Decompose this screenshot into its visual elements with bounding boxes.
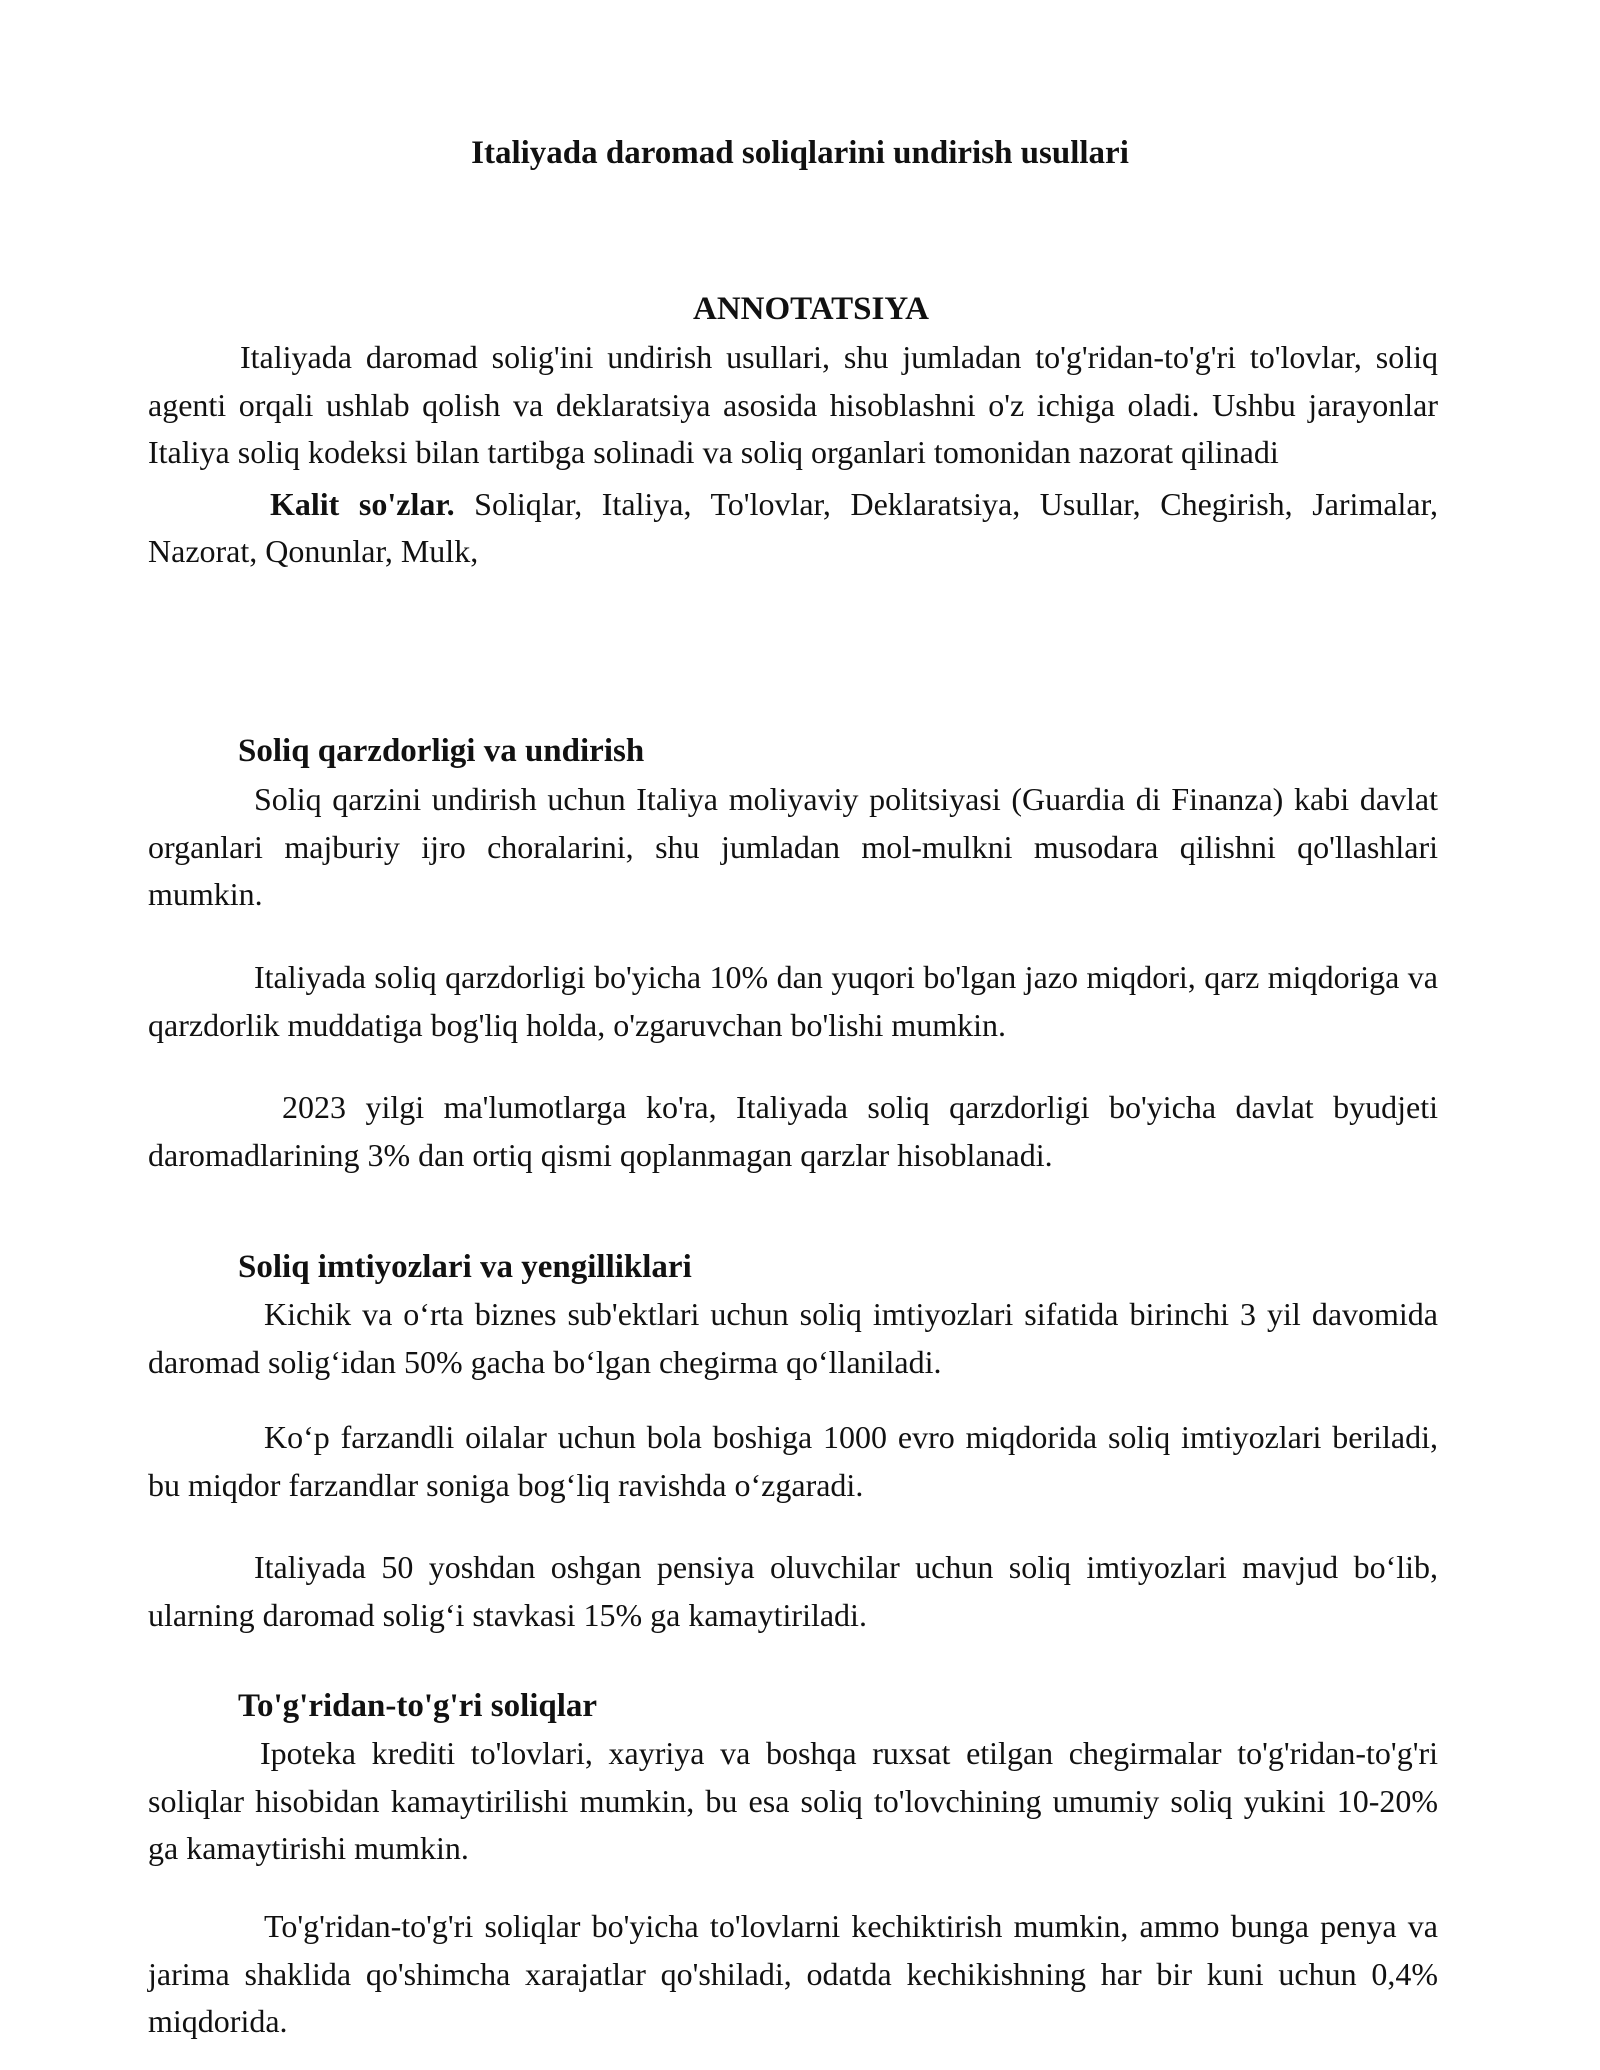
section-benefits-paragraph: [148, 1544, 1438, 1639]
section-debt-paragraph: [148, 776, 1438, 919]
section-heading-direct-taxes: To'g'ridan-to'g'ri soliqlar: [238, 1688, 598, 1724]
keywords-label: Kalit so'zlar.: [270, 485, 455, 522]
section-benefits-paragraph: [148, 1291, 1438, 1386]
section-heading-benefits: Soliq imtiyozlari va yengilliklari: [238, 1249, 692, 1285]
section-paragraph: Ko‘p farzandli oilalar uchun bola boshiga 1000 evro miqdorida soliq imtiyozlari beriladi, bu miqdor farzandlar soniga bog‘liq ravishda o‘zgaradi.: [148, 1419, 1438, 1503]
section-paragraph: Kichik va o‘rta biznes sub'ektlari uchun soliq imtiyozlari sifatida birinchi 3 yil davomida daromad solig‘idan 50% gacha bo‘lgan chegirma qo‘llaniladi.: [148, 1296, 1438, 1380]
section-paragraph: To'g'ridan-to'g'ri soliqlar bo'yicha to'lovlarni kechiktirish mumkin, ammo bunga penya va jarima shaklida qo'shimcha xarajatlar qo'shiladi, odatda kechikishning har bir kuni uchun 0,4% miqdorida.: [148, 1908, 1438, 2039]
abstract-block: [148, 334, 1438, 576]
abstract-heading: ANNOTATSIYA: [693, 291, 929, 327]
section-heading-debt: Soliq qarzdorligi va undirish: [238, 733, 645, 769]
section-benefits-paragraph: [148, 1414, 1438, 1509]
abstract-text: Italiyada daromad solig'ini undirish usullari, shu jumladan to'g'ridan-to'g'ri to'lovlar, soliq agenti orqali ushlab qolish va deklaratsiya asosida hisoblashni o'z ichiga oladi. Ushbu jarayonlar Italiya soliq kodeksi bilan tartibga solinadi va soliq organlari tomonidan nazorat qilinadi: [148, 339, 1438, 470]
section-paragraph: Ipoteka krediti to'lovlari, xayriya va boshqa ruxsat etilgan chegirmalar to'g'ridan-to'g'ri soliqlar hisobidan kamaytirilishi mumkin, bu esa soliq to'lovchining umumiy soliq yukini 10-20% ga kamaytirishi mumkin.: [148, 1735, 1438, 1866]
keywords-list: Soliqlar, Italiya, To'lovlar, Deklaratsiya, Usullar, Chegirish, Jarimalar, Nazorat, Qonunlar, Mulk,: [148, 485, 1438, 569]
section-paragraph: Italiyada 50 yoshdan oshgan pensiya oluvchilar uchun soliq imtiyozlari mavjud bo‘lib, ularning daromad solig‘i stavkasi 15% ga kamaytiriladi.: [148, 1549, 1438, 1633]
section-direct-taxes-paragraph: [148, 1903, 1438, 2046]
section-debt-paragraph: [148, 954, 1438, 1049]
document-title: Italiyada daromad soliqlarini undirish usullari: [471, 135, 1129, 171]
keywords-paragraph: [148, 481, 1438, 576]
section-direct-taxes-paragraph: [148, 1730, 1438, 1873]
section-debt-paragraph: [148, 1084, 1438, 1179]
section-paragraph: Italiyada soliq qarzdorligi bo'yicha 10% dan yuqori bo'lgan jazo miqdori, qarz miqdoriga va qarzdorlik muddatiga bog'liq holda, o'zgaruvchan bo'lishi mumkin.: [148, 959, 1438, 1043]
section-paragraph: 2023 yilgi ma'lumotlarga ko'ra, Italiyada soliq qarzdorligi bo'yicha davlat byudjeti daromadlarining 3% dan ortiq qismi qoplanmagan qarzlar hisoblanadi.: [148, 1089, 1438, 1173]
section-paragraph: Soliq qarzini undirish uchun Italiya moliyaviy politsiyasi (Guardia di Finanza) kabi davlat organlari majburiy ijro choralarini, shu jumladan mol-mulkni musodara qilishni qo'llashlari mumkin.: [148, 781, 1438, 912]
